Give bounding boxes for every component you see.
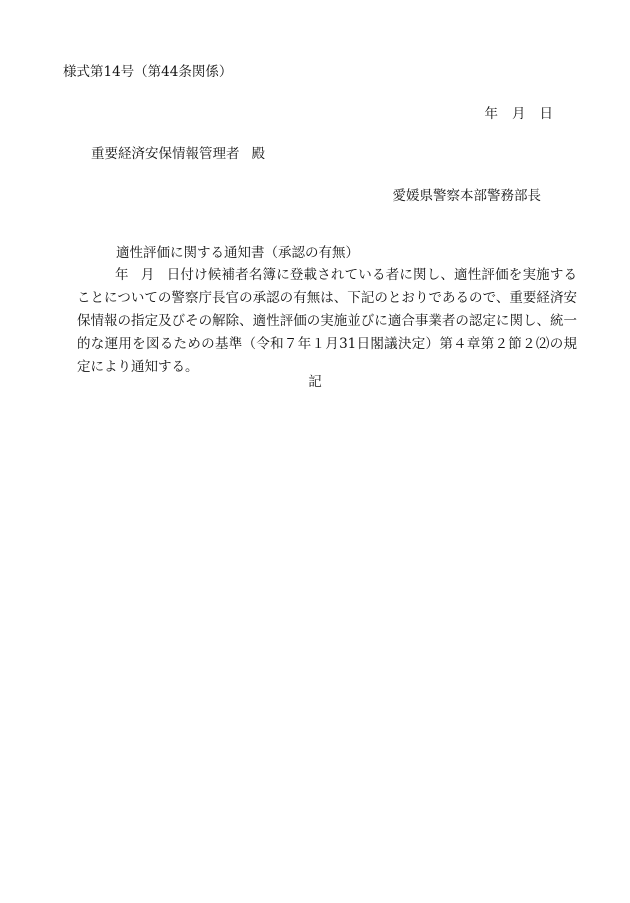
note-mark: 記 bbox=[308, 374, 322, 390]
addressee-name: 重要経済安保情報管理者 bbox=[91, 146, 240, 162]
body-paragraph bbox=[77, 264, 577, 379]
addressee bbox=[91, 148, 265, 162]
date-line bbox=[485, 108, 554, 122]
date-month: 月 bbox=[512, 106, 526, 122]
document-title: 適性評価に関する通知書（承認の有無） bbox=[116, 245, 359, 261]
body-month: 月 bbox=[140, 267, 155, 283]
addressee-honorific: 殿 bbox=[251, 146, 265, 162]
body-text: 日付け候補者名簿に登載されている者に関し、適性評価を実施することについての警察庁長官の承認の有無は、下記のとおりであるので、重要経済安保情報の指定及びその解除、適性評価の実施並びに適合事業者の認定に関し、統一的な運用を図るための基準（令和７年１月31日閣議決定）第４章第２節２⑵の規定により通知する。 bbox=[77, 267, 578, 375]
form-number: 様式第14号（第44条関係） bbox=[63, 64, 233, 80]
date-day: 日 bbox=[539, 106, 553, 122]
sender: 愛媛県警察本部警務部長 bbox=[392, 188, 541, 204]
body-year: 年 bbox=[115, 267, 129, 283]
date-year: 年 bbox=[484, 106, 498, 122]
